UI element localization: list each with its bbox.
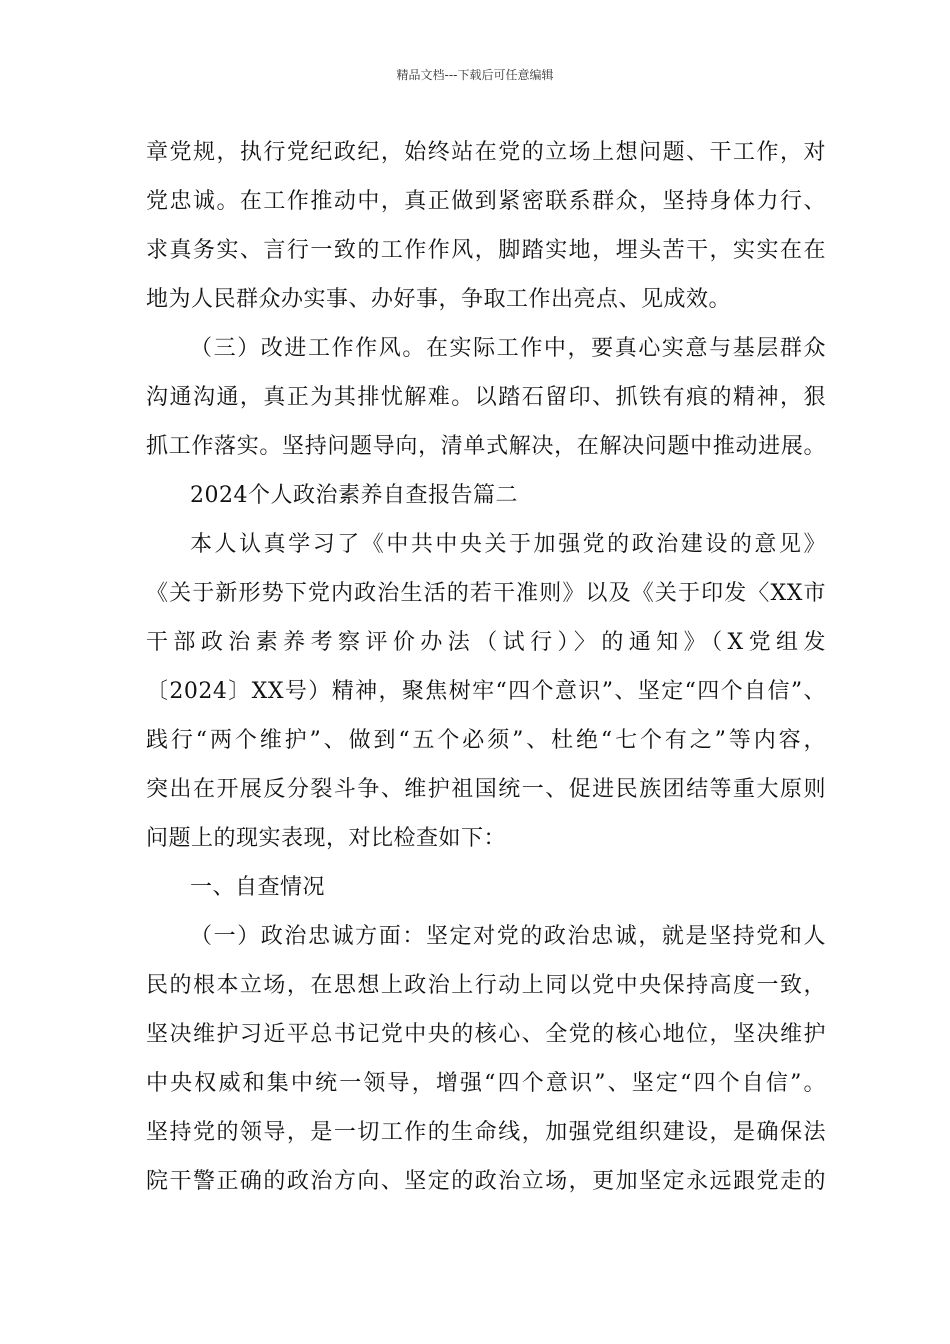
- text-line: （三）改进工作作风。在实际工作中，要真心实意与基层群众: [190, 336, 826, 361]
- text-line: 坚决维护习近平总书记党中央的核心、全党的核心地位，坚决维护: [146, 1022, 826, 1047]
- text-line: 求真务实、言行一致的工作作风，脚踏实地，埋头苦干，实实在在: [146, 238, 826, 263]
- text-line: 坚持党的领导，是一切工作的生命线，加强党组织建设，是确保法: [146, 1120, 826, 1145]
- text-line: 一、自查情况: [190, 875, 326, 900]
- text-line: 地为人民群众办实事、办好事，争取工作出亮点、见成效。: [146, 287, 732, 312]
- text-line: （一）政治忠诚方面：坚定对党的政治忠诚，就是坚持党和人: [190, 924, 826, 949]
- text-line: 院干警正确的政治方向、坚定的政治立场，更加坚定永远跟党走的: [146, 1169, 826, 1194]
- text-line: 党忠诚。在工作推动中，真正做到紧密联系群众，坚持身体力行、: [146, 189, 826, 214]
- text-line: 突出在开展反分裂斗争、维护祖国统一、促进民族团结等重大原则: [146, 777, 826, 802]
- text-line: 干部政治素养考察评价办法（试行）〉的通知》（X党组发: [146, 630, 826, 655]
- text-line: 《关于新形势下党内政治生活的若干准则》以及《关于印发〈XX市: [146, 581, 826, 606]
- text-line: 践行“两个维护”、做到“五个必须”、杜绝“七个有之”等内容，: [146, 728, 826, 753]
- text-line: 沟通沟通，真正为其排忧解难。以踏石留印、抓铁有痕的精神，狠: [146, 385, 826, 410]
- text-line: 章党规，执行党纪政纪，始终站在党的立场上想问题、干工作，对: [146, 140, 826, 165]
- text-line: 民的根本立场，在思想上政治上行动上同以党中央保持高度一致，: [146, 973, 826, 998]
- text-line: 〔2024〕XX号）精神，聚焦树牢“四个意识”、坚定“四个自信”、: [146, 679, 826, 704]
- text-line: 抓工作落实。坚持问题导向，清单式解决，在解决问题中推动进展。: [146, 434, 826, 459]
- page-header: 精品文档---下载后可任意编辑: [396, 68, 554, 82]
- text-line: 问题上的现实表现，对比检查如下：: [146, 826, 507, 851]
- text-line: 2024个人政治素养自查报告篇二: [190, 483, 518, 508]
- text-line: 本人认真学习了《中共中央关于加强党的政治建设的意见》: [190, 532, 826, 557]
- text-line: 中央权威和集中统一领导，增强“四个意识”、坚定“四个自信”。: [146, 1071, 826, 1096]
